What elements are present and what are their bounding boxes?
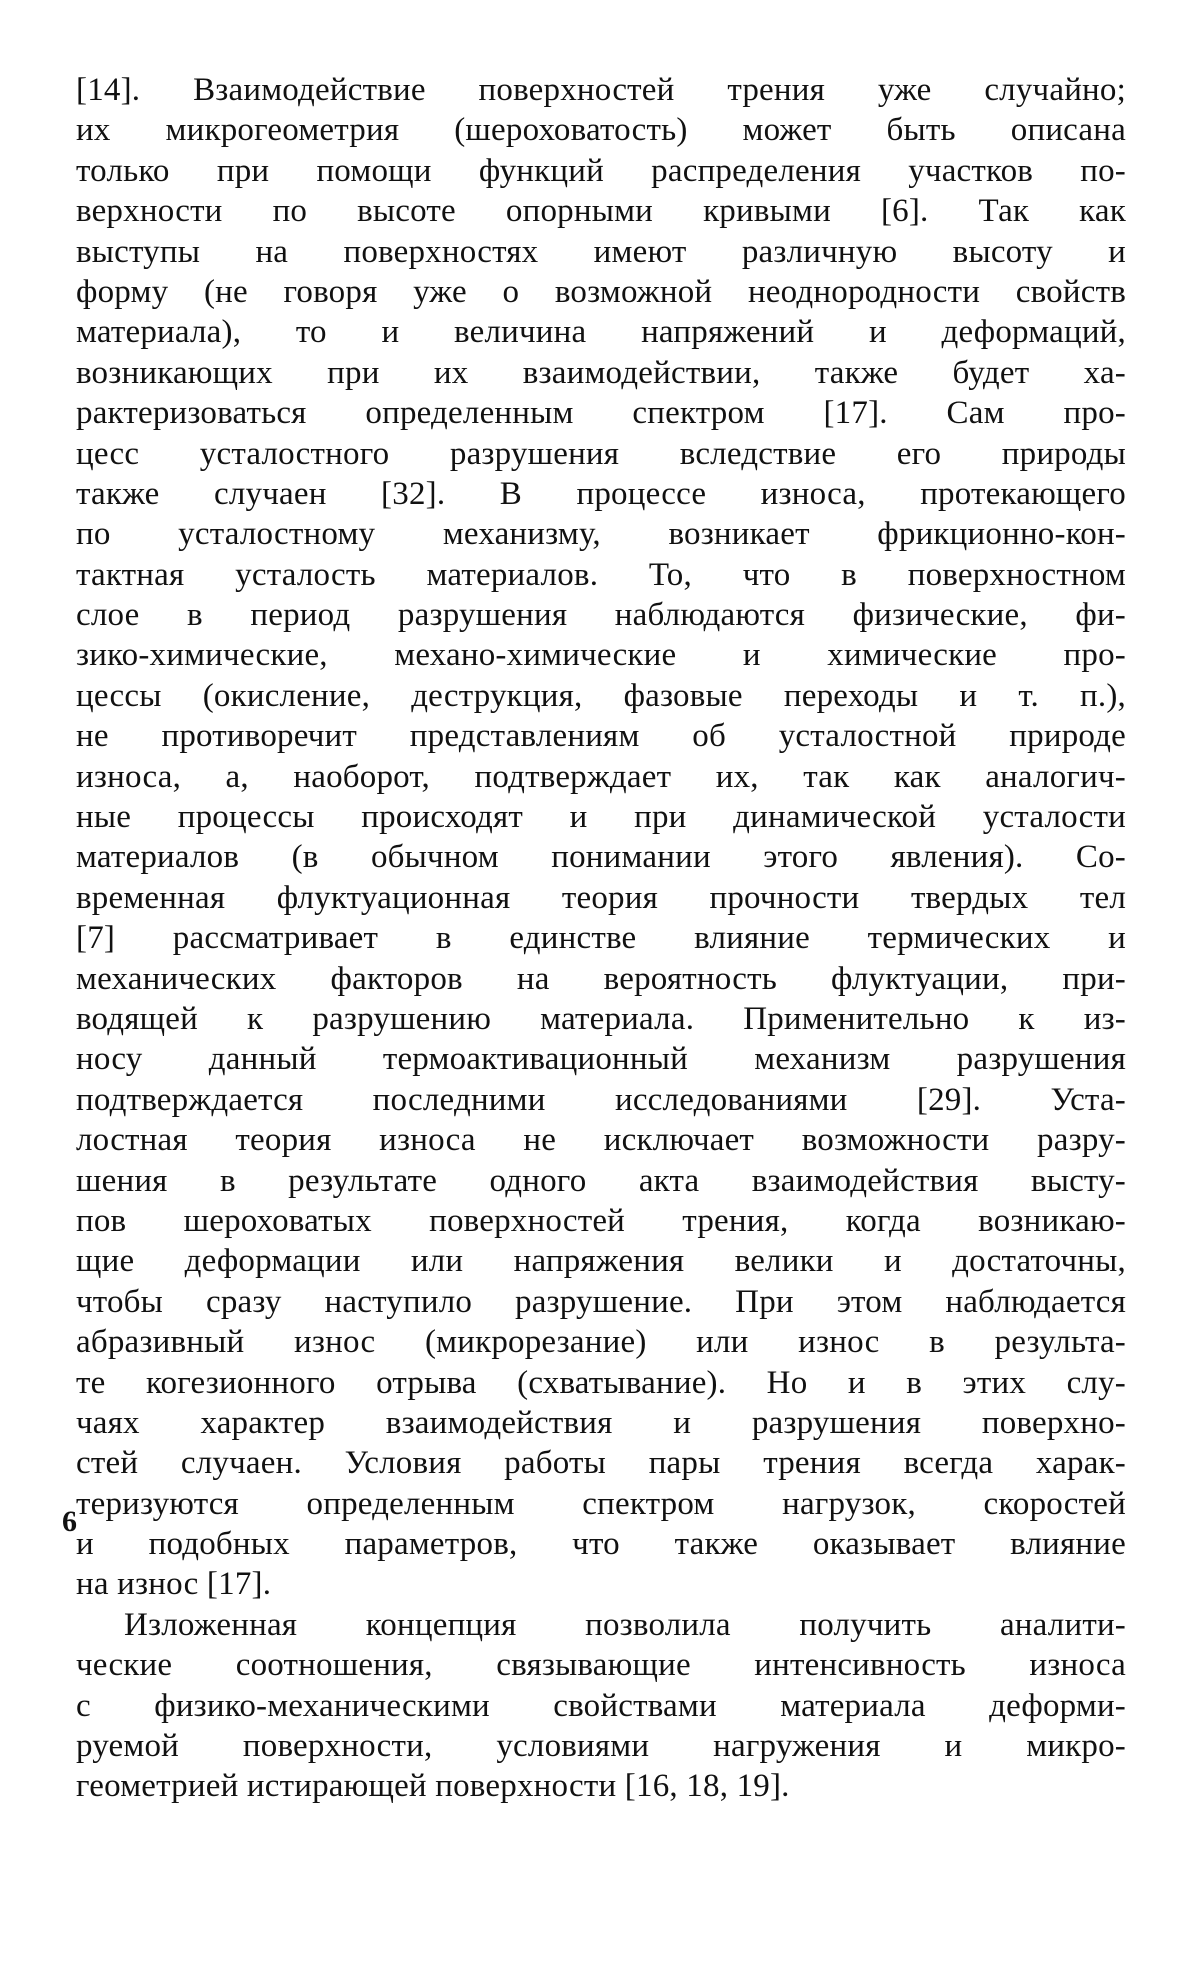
text-line: по усталостному механизму, возникает фрикционно-кон- [76,516,1126,553]
paragraph [76,70,1126,1605]
text-line: слое в период разрушения наблюдаются физические, фи- [76,597,1126,634]
text-line: чтобы сразу наступило разрушение. При этом наблюдается [76,1283,1126,1320]
text-line: лостная теория износа не исключает возможности разру- [76,1122,1126,1159]
page-number: 6 [62,1505,77,1538]
text-line: цессы (окисление, деструкция, фазовые переходы и т. п.), [76,677,1126,714]
text-line: тактная усталость материалов. То, что в поверхностном [76,556,1126,593]
paragraph [76,1605,1126,1807]
text-line: и подобных параметров, что также оказывает влияние [76,1526,1126,1563]
text-line: те когезионного отрыва (схватывание). Но и в этих слу- [76,1364,1126,1401]
text-line: щие деформации или напряжения велики и достаточны, [76,1243,1126,1280]
text-line: шения в результате одного акта взаимодействия высту- [76,1162,1126,1199]
text-line: водящей к разрушению материала. Применительно к из- [76,1000,1126,1037]
text-line: ческие соотношения, связывающие интенсивность износа [76,1647,1126,1684]
text-line: только при помощи функций распределения участков по- [76,152,1126,189]
text-line: их микрогеометрия (шероховатость) может быть описана [76,112,1126,149]
text-line: абразивный износ (микрорезание) или износ в результа- [76,1324,1126,1361]
text-line: материала), то и величина напряжений и деформаций, [76,314,1126,351]
text-line: рактеризоваться определенным спектром [17]. Сам про- [76,395,1126,432]
text-line: возникающих при их взаимодействии, также будет ха- [76,354,1126,391]
text-line: на износ [17]. [76,1566,272,1603]
text-line: теризуются определенным спектром нагрузок, скоростей [76,1485,1126,1522]
text-line: верхности по высоте опорными кривыми [6]. Так как [76,193,1126,230]
text-line: не противоречит представлениям об усталостной природе [76,718,1126,755]
text-line: Изложенная концепция позволила получить аналити- [124,1606,1126,1643]
text-line: ные процессы происходят и при динамической усталости [76,799,1126,836]
text-line: зико-химические, механо-химические и химические про- [76,637,1126,674]
text-line: временная флуктуационная теория прочности твердых тел [76,879,1126,916]
text-line: подтверждается последними исследованиями [29]. Уста- [76,1081,1126,1118]
text-line: носу данный термоактивационный механизм разрушения [76,1041,1126,1078]
text-line: с физико-механическими свойствами материала деформи- [76,1687,1126,1724]
text-line: материалов (в обычном понимании этого явления). Со- [76,839,1126,876]
text-line: выступы на поверхностях имеют различную высоту и [76,233,1126,270]
text-line: цесс усталостного разрушения вследствие его природы [76,435,1126,472]
text-line: стей случаен. Условия работы пары трения всегда харак- [76,1445,1126,1482]
text-line: чаях характер взаимодействия и разрушения поверхно- [76,1404,1126,1441]
text-line: [14]. Взаимодействие поверхностей трения уже случайно; [76,72,1126,108]
body-text [76,70,1126,1807]
text-line: геометрией истирающей поверхности [16, 18, 19]. [76,1768,790,1805]
text-line: [7] рассматривает в единстве влияние термических и [76,920,1126,957]
text-line: механических факторов на вероятность флуктуации, при- [76,960,1126,997]
text-line: износа, а, наоборот, подтверждает их, так как аналогич- [76,758,1126,795]
text-line: также случаен [32]. В процессе износа, протекающего [76,475,1126,512]
text-line: форму (не говоря уже о возможной неоднородности свойств [76,273,1126,310]
text-line: пов шероховатых поверхностей трения, когда возникаю- [76,1202,1126,1239]
text-line: руемой поверхности, условиями нагружения и микро- [76,1728,1126,1765]
